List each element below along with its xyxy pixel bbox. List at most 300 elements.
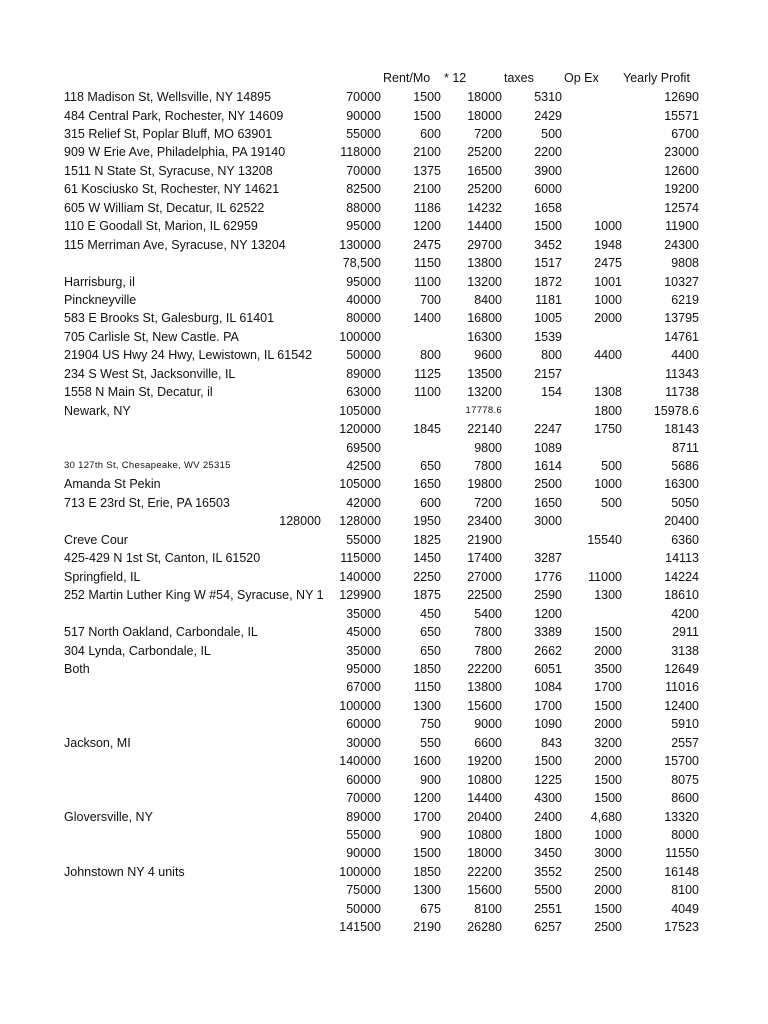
taxes-cell[interactable]: 500 xyxy=(541,126,562,141)
annual-rent-cell[interactable]: 7800 xyxy=(474,459,502,473)
address-cell[interactable]: 583 E Brooks St, Galesburg, IL 61401 xyxy=(64,311,275,326)
price-cell[interactable]: 118000 xyxy=(340,145,381,160)
price-cell[interactable]: 128000 xyxy=(339,514,381,529)
rent-cell[interactable]: 2100 xyxy=(413,182,441,197)
op-ex-cell[interactable] xyxy=(565,88,622,106)
annual-rent-cell[interactable]: 15600 xyxy=(467,698,502,713)
rent-cell[interactable]: 675 xyxy=(420,901,441,916)
op-ex-cell[interactable]: 2000 xyxy=(594,643,622,658)
taxes-cell[interactable]: 6000 xyxy=(534,182,562,197)
op-ex-cell[interactable]: 2000 xyxy=(594,311,622,326)
address-cell[interactable]: 425-429 N 1st St, Canton, IL 61520 xyxy=(64,551,261,566)
annual-rent-cell[interactable]: 13800 xyxy=(467,680,502,695)
price-cell[interactable]: 95000 xyxy=(346,274,381,289)
annual-rent-cell[interactable]: 25200 xyxy=(467,182,502,197)
yearly-profit-cell[interactable]: 13320 xyxy=(664,809,699,824)
annual-rent-cell[interactable]: 17400 xyxy=(467,551,502,566)
taxes-cell[interactable]: 1200 xyxy=(534,606,562,621)
taxes-cell[interactable]: 2500 xyxy=(534,477,562,492)
annual-rent-cell[interactable]: 10800 xyxy=(467,828,502,842)
yearly-profit-cell[interactable]: 8075 xyxy=(671,772,699,787)
rent-cell[interactable]: 1845 xyxy=(413,422,441,437)
taxes-cell[interactable]: 2590 xyxy=(534,588,562,603)
rent-cell[interactable]: 650 xyxy=(420,459,441,473)
rent-cell[interactable]: 650 xyxy=(420,625,441,639)
address-cell[interactable]: Both xyxy=(64,661,90,676)
yearly-profit-cell[interactable]: 24300 xyxy=(664,237,699,252)
price-cell[interactable]: 90000 xyxy=(346,846,381,861)
op-ex-cell[interactable]: 1800 xyxy=(594,403,622,418)
address-cell[interactable]: 21904 US Hwy 24 Hwy, Lewistown, IL 61542 xyxy=(64,348,313,363)
taxes-cell[interactable]: 1225 xyxy=(534,772,562,787)
rent-cell[interactable]: 600 xyxy=(420,126,441,141)
taxes-cell[interactable]: 154 xyxy=(541,385,562,400)
yearly-profit-cell[interactable]: 13795 xyxy=(664,311,699,326)
annual-rent-cell[interactable]: 22500 xyxy=(467,588,502,603)
taxes-cell[interactable]: 2551 xyxy=(534,901,562,916)
header-yearly-profit[interactable]: Yearly Profit xyxy=(623,71,690,85)
price-cell[interactable]: 105000 xyxy=(339,477,381,492)
op-ex-cell[interactable]: 1500 xyxy=(594,772,622,787)
yearly-profit-cell[interactable]: 4200 xyxy=(671,606,699,621)
op-ex-cell[interactable] xyxy=(565,180,622,198)
yearly-profit-cell[interactable]: 11343 xyxy=(665,366,699,381)
annual-rent-cell[interactable]: 10800 xyxy=(467,772,502,787)
rent-cell[interactable]: 1125 xyxy=(414,366,441,381)
op-ex-cell[interactable]: 1000 xyxy=(594,219,622,234)
op-ex-cell[interactable]: 2500 xyxy=(594,920,622,935)
price-cell[interactable]: 60000 xyxy=(346,772,381,787)
rent-cell[interactable]: 1186 xyxy=(414,200,441,215)
rent-cell[interactable]: 2250 xyxy=(413,569,441,584)
op-ex-cell[interactable]: 2500 xyxy=(594,864,622,879)
price-cell[interactable]: 63000 xyxy=(346,385,381,400)
taxes-cell[interactable]: 4300 xyxy=(534,791,562,806)
annual-rent-cell[interactable]: 5400 xyxy=(474,606,502,621)
annual-rent-cell[interactable]: 15600 xyxy=(467,883,502,898)
address-cell[interactable]: 304 Lynda, Carbondale, IL xyxy=(64,643,211,658)
op-ex-cell[interactable]: 2000 xyxy=(594,754,622,769)
op-ex-cell[interactable]: 2000 xyxy=(594,883,622,898)
annual-rent-cell[interactable]: 22200 xyxy=(467,864,502,879)
yearly-profit-cell[interactable]: 18143 xyxy=(664,422,699,437)
yearly-profit-cell[interactable]: 11738 xyxy=(665,385,699,400)
yearly-profit-cell[interactable]: 12574 xyxy=(664,200,699,215)
op-ex-cell[interactable] xyxy=(565,107,622,125)
rent-cell[interactable]: 1100 xyxy=(414,385,441,400)
annual-rent-cell[interactable]: 14232 xyxy=(467,200,502,215)
op-ex-cell[interactable] xyxy=(565,439,622,457)
annual-rent-cell[interactable]: 13200 xyxy=(467,274,502,289)
price-cell[interactable]: 70000 xyxy=(346,90,381,104)
yearly-profit-cell[interactable]: 12690 xyxy=(664,90,699,104)
header-op-ex[interactable]: Op Ex xyxy=(564,71,599,85)
annual-rent-cell[interactable]: 20400 xyxy=(467,809,502,824)
yearly-profit-cell[interactable]: 4400 xyxy=(671,348,699,363)
taxes-cell[interactable]: 3000 xyxy=(534,514,562,529)
yearly-profit-cell[interactable]: 9808 xyxy=(671,256,699,270)
price-cell[interactable]: 55000 xyxy=(346,828,381,842)
address-cell[interactable] xyxy=(64,900,326,918)
yearly-profit-cell[interactable]: 20400 xyxy=(664,514,699,529)
price-cell[interactable]: 45000 xyxy=(346,625,381,639)
taxes-cell[interactable]: 3900 xyxy=(534,163,562,178)
rent-cell[interactable]: 1375 xyxy=(413,163,441,178)
yearly-profit-cell[interactable]: 11550 xyxy=(665,846,699,861)
taxes-cell[interactable]: 1539 xyxy=(534,329,562,344)
taxes-cell[interactable]: 1181 xyxy=(535,292,562,307)
address-cell[interactable]: 234 S West St, Jacksonville, IL xyxy=(64,366,236,381)
annual-rent-cell[interactable]: 18000 xyxy=(467,108,502,123)
annual-rent-cell[interactable]: 16300 xyxy=(467,329,502,344)
price-cell[interactable]: 60000 xyxy=(346,717,381,732)
address-cell[interactable]: 315 Relief St, Poplar Bluff, MO 63901 xyxy=(64,126,273,141)
rent-cell[interactable]: 1400 xyxy=(413,311,441,326)
rent-cell[interactable]: 1450 xyxy=(413,551,441,566)
price-cell[interactable]: 35000 xyxy=(346,643,381,658)
yearly-profit-cell[interactable]: 16148 xyxy=(664,864,699,879)
annual-rent-cell[interactable]: 14400 xyxy=(467,219,502,234)
address-cell[interactable]: Newark, NY xyxy=(64,403,131,418)
taxes-cell[interactable]: 2157 xyxy=(534,366,562,381)
rent-cell[interactable]: 900 xyxy=(420,828,441,842)
address-cell[interactable] xyxy=(64,752,326,770)
price-cell[interactable]: 42000 xyxy=(346,495,381,510)
address-cell[interactable]: 909 W Erie Ave, Philadelphia, PA 19140 xyxy=(64,145,286,160)
taxes-cell[interactable]: 3552 xyxy=(534,864,562,879)
price-cell[interactable]: 90000 xyxy=(346,108,381,123)
price-cell[interactable]: 100000 xyxy=(339,698,381,713)
op-ex-cell[interactable] xyxy=(565,143,622,161)
rent-cell[interactable] xyxy=(390,328,441,346)
address-cell[interactable]: 61 Kosciusko St, Rochester, NY 14621 xyxy=(64,182,280,197)
address-cell[interactable] xyxy=(64,678,326,696)
rent-cell[interactable]: 1300 xyxy=(413,883,441,898)
op-ex-cell[interactable]: 1500 xyxy=(594,698,622,713)
address-cell[interactable]: 30 127th St, Chesapeake, WV 25315 xyxy=(64,460,231,471)
price-cell[interactable]: 50000 xyxy=(346,348,381,363)
price-cell[interactable]: 105000 xyxy=(339,403,381,418)
address-cell[interactable]: 118 Madison St, Wellsville, NY 14895 xyxy=(64,90,272,104)
price-cell[interactable]: 130000 xyxy=(339,237,381,252)
op-ex-cell[interactable]: 15540 xyxy=(587,532,622,547)
annual-rent-cell[interactable]: 22140 xyxy=(467,422,502,437)
op-ex-cell[interactable]: 1500 xyxy=(594,901,622,916)
price-cell[interactable]: 50000 xyxy=(346,901,381,916)
address-cell[interactable]: Johnstown NY 4 units xyxy=(64,864,185,879)
rent-cell[interactable]: 750 xyxy=(420,717,441,732)
price-cell[interactable]: 140000 xyxy=(339,754,381,769)
rent-cell[interactable]: 1100 xyxy=(414,274,441,289)
annual-rent-cell[interactable]: 16800 xyxy=(467,311,502,326)
yearly-profit-cell[interactable]: 16300 xyxy=(664,477,699,492)
rent-cell[interactable]: 1500 xyxy=(413,846,441,861)
rent-cell[interactable]: 450 xyxy=(420,606,441,621)
op-ex-cell[interactable]: 1500 xyxy=(594,791,622,806)
yearly-profit-cell[interactable]: 11900 xyxy=(665,219,699,234)
rent-cell[interactable]: 1825 xyxy=(413,532,441,547)
address-cell[interactable] xyxy=(64,697,326,715)
taxes-cell[interactable] xyxy=(505,531,562,549)
op-ex-cell[interactable] xyxy=(565,125,622,143)
price-cell[interactable]: 141500 xyxy=(339,920,381,935)
taxes-cell[interactable]: 800 xyxy=(541,348,562,363)
op-ex-cell[interactable]: 1948 xyxy=(594,237,622,252)
rent-cell[interactable]: 1150 xyxy=(414,680,441,695)
rent-cell[interactable]: 1200 xyxy=(413,219,441,234)
address-cell[interactable]: 115 Merriman Ave, Syracuse, NY 13204 xyxy=(64,237,286,252)
rent-cell[interactable]: 1650 xyxy=(413,477,441,492)
taxes-cell[interactable]: 1084 xyxy=(534,680,562,695)
yearly-profit-cell[interactable]: 8000 xyxy=(671,828,699,842)
price-cell[interactable]: 82500 xyxy=(346,182,381,197)
op-ex-cell[interactable]: 1500 xyxy=(594,625,622,639)
address-cell[interactable]: Creve Cour xyxy=(64,532,128,547)
op-ex-cell[interactable]: 1308 xyxy=(594,385,622,400)
address-cell[interactable]: Harrisburg, il xyxy=(64,274,135,289)
yearly-profit-cell[interactable]: 3138 xyxy=(671,643,699,658)
address-cell[interactable]: 1558 N Main St, Decatur, il xyxy=(64,385,213,400)
annual-rent-cell[interactable]: 7800 xyxy=(474,625,502,639)
taxes-cell[interactable] xyxy=(505,402,562,420)
price-cell[interactable]: 70000 xyxy=(346,163,381,178)
yearly-profit-cell[interactable]: 6219 xyxy=(671,292,699,307)
taxes-cell[interactable]: 1090 xyxy=(534,717,562,732)
annual-rent-cell[interactable]: 16500 xyxy=(467,163,502,178)
address-cell[interactable]: 484 Central Park, Rochester, NY 14609 xyxy=(64,108,284,123)
taxes-cell[interactable]: 843 xyxy=(541,735,562,750)
price-cell[interactable]: 55000 xyxy=(346,532,381,547)
yearly-profit-cell[interactable]: 14113 xyxy=(665,551,699,566)
rent-cell[interactable]: 2190 xyxy=(413,920,441,935)
yearly-profit-cell[interactable]: 12649 xyxy=(664,661,699,676)
op-ex-cell[interactable]: 3000 xyxy=(594,846,622,861)
yearly-profit-cell[interactable]: 2557 xyxy=(671,735,699,750)
address-cell[interactable] xyxy=(64,254,326,272)
annual-rent-cell[interactable]: 8100 xyxy=(474,901,502,916)
address-cell[interactable] xyxy=(64,420,326,438)
rent-cell[interactable]: 2100 xyxy=(413,145,441,160)
address-cell[interactable] xyxy=(64,918,326,936)
annual-rent-cell[interactable]: 13800 xyxy=(467,256,502,270)
rent-cell[interactable] xyxy=(390,402,441,420)
rent-cell[interactable]: 700 xyxy=(420,292,441,307)
rent-cell[interactable]: 1500 xyxy=(413,108,441,123)
taxes-cell[interactable]: 1614 xyxy=(534,459,562,473)
yearly-profit-cell[interactable]: 11016 xyxy=(665,680,699,695)
rent-cell[interactable]: 1850 xyxy=(413,864,441,879)
yearly-profit-cell[interactable]: 2911 xyxy=(672,625,699,639)
price-cell[interactable]: 35000 xyxy=(346,606,381,621)
annual-rent-cell[interactable]: 8400 xyxy=(474,292,502,307)
price-cell[interactable]: 88000 xyxy=(346,200,381,215)
address-cell[interactable]: 705 Carlisle St, New Castle. PA xyxy=(64,329,239,344)
price-cell[interactable]: 89000 xyxy=(346,366,381,381)
op-ex-cell[interactable]: 1000 xyxy=(594,828,622,842)
price-cell[interactable]: 95000 xyxy=(346,219,381,234)
taxes-cell[interactable]: 5310 xyxy=(534,90,562,104)
annual-rent-cell[interactable]: 9800 xyxy=(474,440,502,455)
op-ex-cell[interactable]: 500 xyxy=(601,459,622,473)
op-ex-cell[interactable]: 4400 xyxy=(594,348,622,363)
taxes-cell[interactable]: 1800 xyxy=(534,828,562,842)
yearly-profit-cell[interactable]: 6360 xyxy=(671,532,699,547)
annual-rent-cell[interactable]: 17778.6 xyxy=(465,404,502,416)
rent-cell[interactable]: 1150 xyxy=(414,256,441,270)
price-cell[interactable]: 78,500 xyxy=(342,256,381,270)
address-cell[interactable]: Pinckneyville xyxy=(64,292,137,307)
yearly-profit-cell[interactable]: 14761 xyxy=(664,329,699,344)
address-cell[interactable]: Springfield, IL xyxy=(64,569,141,584)
rent-cell[interactable]: 1875 xyxy=(413,588,441,603)
price-cell[interactable]: 120000 xyxy=(339,422,381,437)
header-rent-mo[interactable]: Rent/Mo xyxy=(383,71,431,85)
op-ex-cell[interactable] xyxy=(565,549,622,567)
address-cell[interactable] xyxy=(64,715,326,733)
op-ex-cell[interactable]: 1700 xyxy=(594,680,622,695)
yearly-profit-cell[interactable]: 10327 xyxy=(664,274,699,289)
taxes-cell[interactable]: 1650 xyxy=(534,495,562,510)
address-cell[interactable] xyxy=(64,605,326,623)
yearly-profit-cell[interactable]: 12600 xyxy=(664,163,699,178)
yearly-profit-cell[interactable]: 8600 xyxy=(671,791,699,806)
address-cell[interactable] xyxy=(64,771,326,789)
taxes-cell[interactable]: 3389 xyxy=(534,625,562,639)
price-cell[interactable]: 75000 xyxy=(346,883,381,898)
price-cell[interactable]: 70000 xyxy=(346,791,381,806)
address-cell[interactable]: Gloversville, NY xyxy=(64,809,153,824)
address-cell[interactable]: Amanda St Pekin xyxy=(64,477,161,492)
rent-cell[interactable]: 1950 xyxy=(413,514,441,529)
taxes-cell[interactable]: 6257 xyxy=(534,920,562,935)
address-cell[interactable]: 605 W William St, Decatur, IL 62522 xyxy=(64,200,265,215)
annual-rent-cell[interactable]: 22200 xyxy=(467,661,502,676)
rent-cell[interactable] xyxy=(390,439,441,457)
address-cell[interactable] xyxy=(64,881,326,899)
rent-cell[interactable]: 1850 xyxy=(413,661,441,676)
yearly-profit-cell[interactable]: 12400 xyxy=(664,698,699,713)
taxes-cell[interactable]: 6051 xyxy=(534,661,562,676)
header-taxes[interactable]: taxes xyxy=(504,71,534,85)
yearly-profit-cell[interactable]: 15700 xyxy=(664,754,699,769)
annual-rent-cell[interactable]: 7800 xyxy=(474,643,502,658)
taxes-cell[interactable]: 1517 xyxy=(534,256,562,270)
price-cell[interactable]: 30000 xyxy=(346,735,381,750)
address-cell[interactable]: Jackson, MI xyxy=(64,735,131,750)
address-cell[interactable]: 713 E 23rd St, Erie, PA 16503 xyxy=(64,495,230,510)
rent-cell[interactable]: 900 xyxy=(420,772,441,787)
taxes-cell[interactable]: 2662 xyxy=(534,643,562,658)
rent-cell[interactable]: 800 xyxy=(420,348,441,363)
price-cell[interactable]: 89000 xyxy=(346,809,381,824)
taxes-cell[interactable]: 2247 xyxy=(534,422,562,437)
price-cell[interactable]: 100000 xyxy=(339,864,381,879)
taxes-cell[interactable]: 1500 xyxy=(534,219,562,234)
price-cell[interactable]: 42500 xyxy=(346,459,381,473)
op-ex-cell[interactable]: 500 xyxy=(601,495,622,510)
yearly-profit-cell[interactable]: 8711 xyxy=(672,440,699,455)
taxes-cell[interactable]: 1872 xyxy=(534,274,562,289)
taxes-cell[interactable]: 5500 xyxy=(534,883,562,898)
op-ex-cell[interactable]: 2000 xyxy=(594,717,622,732)
yearly-profit-cell[interactable]: 6700 xyxy=(671,126,699,141)
taxes-cell[interactable]: 3450 xyxy=(534,846,562,861)
taxes-cell[interactable]: 2200 xyxy=(534,145,562,160)
rent-cell[interactable]: 550 xyxy=(420,735,441,750)
op-ex-cell[interactable]: 2475 xyxy=(594,256,622,270)
yearly-profit-cell[interactable]: 14224 xyxy=(664,569,699,584)
op-ex-cell[interactable]: 1000 xyxy=(594,477,622,492)
yearly-profit-cell[interactable]: 18610 xyxy=(664,588,699,603)
op-ex-cell[interactable]: 1001 xyxy=(594,274,622,289)
annual-rent-cell[interactable]: 9600 xyxy=(474,348,502,363)
op-ex-cell[interactable]: 4,680 xyxy=(590,809,622,824)
annual-rent-cell[interactable]: 23400 xyxy=(467,514,502,529)
op-ex-cell[interactable] xyxy=(565,199,622,217)
yearly-profit-cell[interactable]: 5910 xyxy=(671,717,699,732)
taxes-cell[interactable]: 1500 xyxy=(534,754,562,769)
price-cell[interactable]: 55000 xyxy=(346,126,381,141)
address-cell[interactable]: 110 E Goodall St, Marion, IL 62959 xyxy=(64,219,258,234)
taxes-cell[interactable]: 1776 xyxy=(534,569,562,584)
rent-cell[interactable]: 1300 xyxy=(413,698,441,713)
op-ex-cell[interactable]: 11000 xyxy=(588,569,622,584)
taxes-cell[interactable]: 2429 xyxy=(534,108,562,123)
op-ex-cell[interactable]: 3200 xyxy=(594,735,622,750)
taxes-cell[interactable]: 1089 xyxy=(534,440,562,455)
op-ex-cell[interactable] xyxy=(565,605,622,623)
taxes-cell[interactable]: 1658 xyxy=(534,200,562,215)
annual-rent-cell[interactable]: 14400 xyxy=(467,791,502,806)
price-cell[interactable]: 100000 xyxy=(339,329,381,344)
rent-cell[interactable]: 1500 xyxy=(413,90,441,104)
annual-rent-cell[interactable]: 26280 xyxy=(467,920,502,935)
address-cell[interactable] xyxy=(64,826,326,844)
header-times-12[interactable]: * 12 xyxy=(444,71,467,85)
address-cell[interactable] xyxy=(64,789,326,807)
yearly-profit-cell[interactable]: 19200 xyxy=(664,182,699,197)
annual-rent-cell[interactable]: 6600 xyxy=(474,735,502,750)
yearly-profit-cell[interactable]: 8100 xyxy=(671,883,699,898)
rent-cell[interactable]: 2475 xyxy=(413,237,441,252)
annual-rent-cell[interactable]: 19200 xyxy=(467,754,502,769)
op-ex-cell[interactable] xyxy=(565,162,622,180)
annual-rent-cell[interactable]: 18000 xyxy=(467,846,502,861)
address-cell[interactable] xyxy=(64,844,326,862)
yearly-profit-cell[interactable]: 15571 xyxy=(664,108,699,123)
annual-rent-cell[interactable]: 13200 xyxy=(467,385,502,400)
address-cell[interactable]: 1511 N State St, Syracuse, NY 13208 xyxy=(64,163,273,178)
rent-cell[interactable]: 1600 xyxy=(413,754,441,769)
annual-rent-cell[interactable]: 9000 xyxy=(474,717,502,732)
taxes-cell[interactable]: 3287 xyxy=(534,551,562,566)
annual-rent-cell[interactable]: 19800 xyxy=(467,477,502,492)
address-cell[interactable]: 517 North Oakland, Carbondale, IL xyxy=(64,625,258,639)
price-cell[interactable]: 69500 xyxy=(346,440,381,455)
annual-rent-cell[interactable]: 27000 xyxy=(467,569,502,584)
annual-rent-cell[interactable]: 13500 xyxy=(467,366,502,381)
yearly-profit-cell[interactable]: 23000 xyxy=(664,145,699,160)
rent-cell[interactable]: 650 xyxy=(420,643,441,658)
op-ex-cell[interactable] xyxy=(565,328,622,346)
annual-rent-cell[interactable]: 25200 xyxy=(467,145,502,160)
op-ex-cell[interactable]: 1000 xyxy=(594,292,622,307)
note-cell[interactable]: 128000 xyxy=(279,514,321,529)
yearly-profit-cell[interactable]: 5686 xyxy=(671,459,699,473)
yearly-profit-cell[interactable]: 5050 xyxy=(671,495,699,510)
rent-cell[interactable]: 1700 xyxy=(413,809,441,824)
rent-cell[interactable]: 600 xyxy=(420,495,441,510)
